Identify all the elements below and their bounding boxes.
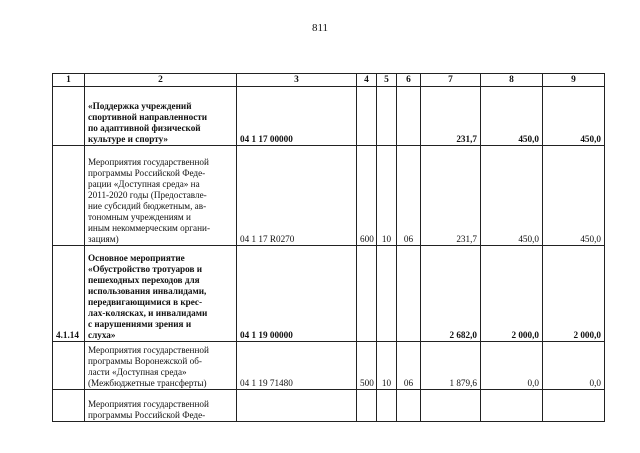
row-name-text: Основное мероприятие «Обустройство тротуаров и пешеходных переходов для использования инвалидами, передвигающимися в крес- лах-колясках, и инвалидами с нарушениями зрения и слуха» bbox=[88, 253, 208, 340]
table-row bbox=[53, 146, 605, 246]
cell-col4: 600 bbox=[357, 146, 377, 246]
cell-col7: 231,7 bbox=[421, 87, 481, 146]
row-index bbox=[53, 146, 85, 246]
cell-col8: 450,0 bbox=[481, 146, 543, 246]
column-header: 5 bbox=[377, 74, 397, 87]
cell-col5 bbox=[377, 87, 397, 146]
cell-col7: 1 879,6 bbox=[421, 342, 481, 390]
cell-col8: 2 000,0 bbox=[481, 246, 543, 342]
column-header: 4 bbox=[357, 74, 377, 87]
table-row bbox=[53, 342, 605, 390]
cell-col6 bbox=[397, 390, 421, 422]
row-index bbox=[53, 87, 85, 146]
cell-col9: 2 000,0 bbox=[543, 246, 605, 342]
cell-col8: 0,0 bbox=[481, 342, 543, 390]
column-header: 6 bbox=[397, 74, 421, 87]
budget-code: 04 1 17 00000 bbox=[237, 87, 357, 146]
cell-col4: 500 bbox=[357, 342, 377, 390]
cell-col7 bbox=[421, 390, 481, 422]
row-name-text: «Поддержка учреждений спортивной направленности по адаптивной физической культуре и спорту» bbox=[88, 101, 208, 144]
row-name bbox=[85, 342, 237, 390]
column-header: 1 bbox=[53, 74, 85, 87]
row-index bbox=[53, 342, 85, 390]
row-name bbox=[85, 87, 237, 146]
cell-col8: 450,0 bbox=[481, 87, 543, 146]
row-name-text: Мероприятия государственной программы Российской Феде- bbox=[88, 399, 209, 420]
cell-col5: 10 bbox=[377, 342, 397, 390]
row-name bbox=[85, 146, 237, 246]
row-name bbox=[85, 390, 237, 422]
cell-col4 bbox=[357, 246, 377, 342]
cell-col5 bbox=[377, 390, 397, 422]
column-header: 2 bbox=[85, 74, 237, 87]
table-row bbox=[53, 390, 605, 422]
row-index: 4.1.14 bbox=[53, 246, 85, 342]
cell-col8 bbox=[481, 390, 543, 422]
column-header: 8 bbox=[481, 74, 543, 87]
cell-col9: 0,0 bbox=[543, 342, 605, 390]
cell-col4 bbox=[357, 87, 377, 146]
cell-col6 bbox=[397, 87, 421, 146]
cell-col9: 450,0 bbox=[543, 146, 605, 246]
budget-code: 04 1 19 00000 bbox=[237, 246, 357, 342]
column-header: 3 bbox=[237, 74, 357, 87]
cell-col9: 450,0 bbox=[543, 87, 605, 146]
page-number: 811 bbox=[311, 22, 329, 34]
table-header-row bbox=[53, 74, 605, 87]
cell-col4 bbox=[357, 390, 377, 422]
budget-code: 04 1 17 R0270 bbox=[237, 146, 357, 246]
cell-col9 bbox=[543, 390, 605, 422]
cell-col6: 06 bbox=[397, 342, 421, 390]
column-header: 9 bbox=[543, 74, 605, 87]
cell-col7: 231,7 bbox=[421, 146, 481, 246]
budget-code bbox=[237, 390, 357, 422]
cell-col5 bbox=[377, 246, 397, 342]
row-name-text: Мероприятия государственной программы Воронежской об- ласти «Доступная среда» (Межбюджетные трансферты) bbox=[88, 345, 209, 388]
table-row bbox=[53, 87, 605, 146]
column-header: 7 bbox=[421, 74, 481, 87]
budget-code: 04 1 19 71480 bbox=[237, 342, 357, 390]
cell-col5: 10 bbox=[377, 146, 397, 246]
row-name bbox=[85, 246, 237, 342]
table-row bbox=[53, 246, 605, 342]
row-name-text: Мероприятия государственной программы Российской Феде- рации «Доступная среда» на 2011-2020 годы (Предоставле- ние субсидий бюджетным, ав- тономным учреждениям и иным некоммерческим органи- зациям) bbox=[88, 157, 211, 244]
row-index bbox=[53, 390, 85, 422]
cell-col6 bbox=[397, 246, 421, 342]
budget-table bbox=[52, 73, 605, 422]
cell-col6: 06 bbox=[397, 146, 421, 246]
cell-col7: 2 682,0 bbox=[421, 246, 481, 342]
